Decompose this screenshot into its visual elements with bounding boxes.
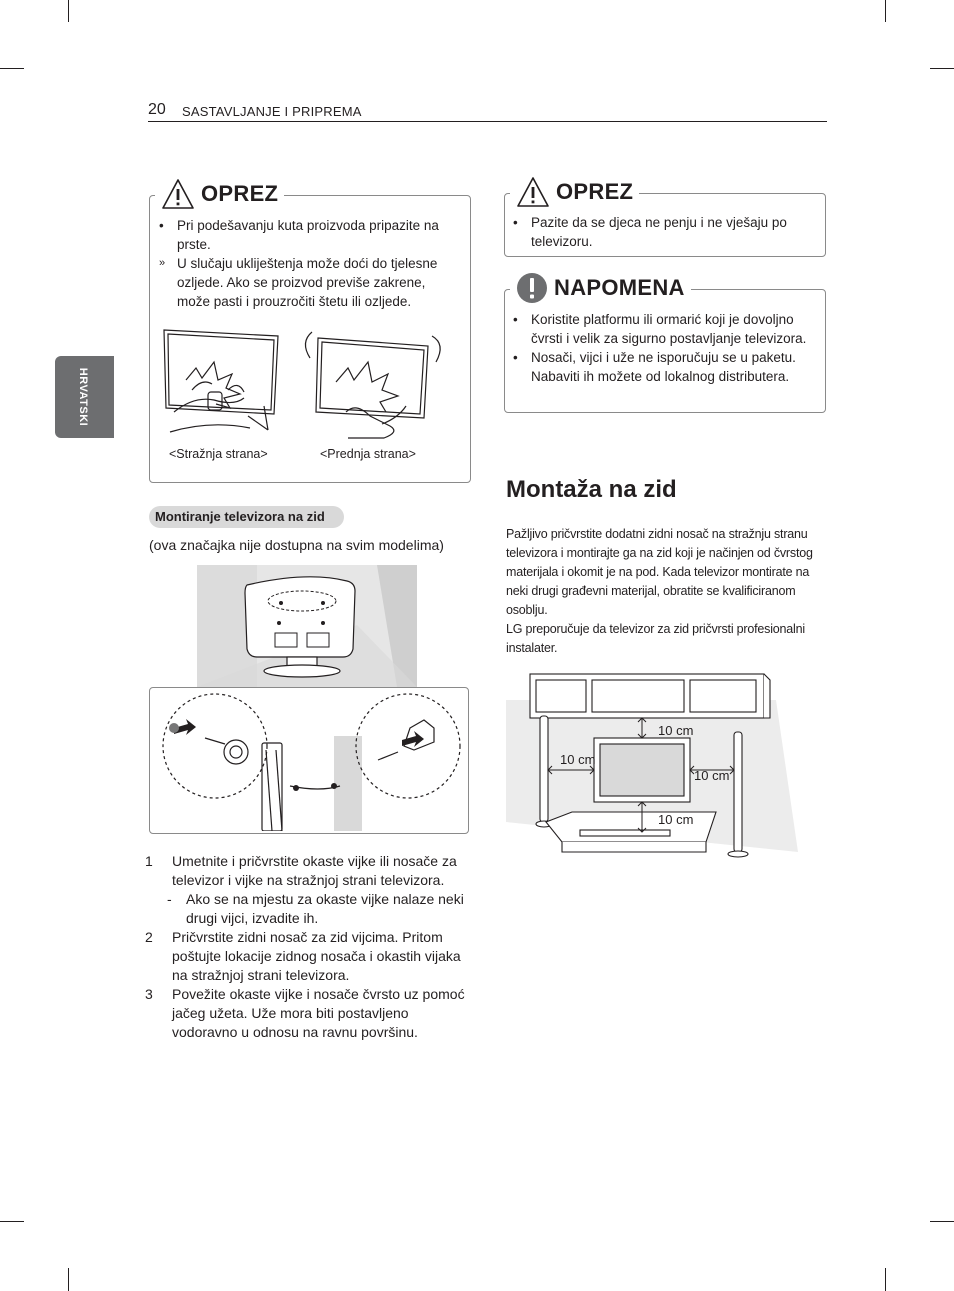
crop-mark: [885, 0, 886, 22]
list-item: [509, 310, 814, 348]
list-item-text: Koristite platformu ili ormarić koji je dovoljno čvrsti i velik za sigurno postavljanje televizora.: [531, 312, 807, 346]
list-item: [155, 254, 460, 311]
note-heading: [510, 268, 691, 308]
availability-note: (ova značajka nije dostupna na svim modelima): [149, 537, 444, 553]
bracket-illustration: [150, 688, 466, 831]
list-item-text: U slučaju ukliještenja može doći do tjelesne ozljede. Ako se proizvod previše zakrene, može pasti i prouzročiti štetu ili ozljede.: [177, 256, 438, 309]
exclamation-circle-icon: [516, 272, 548, 304]
list-item-text: Pazite da se djeca ne penju i ne vješaju po televizoru.: [531, 215, 787, 249]
crop-mark: [0, 1221, 24, 1222]
step-text: Ako se na mjestu za okaste vijke nalaze neki drugi vijci, izvadite ih.: [186, 891, 464, 926]
section-heading: Montaža na zid: [506, 476, 677, 503]
warning-icon: [516, 176, 550, 208]
clearance-left-label: 10 cm: [560, 752, 596, 767]
step-item: [145, 928, 475, 985]
step-number: 2: [145, 929, 153, 945]
step-item: [145, 985, 475, 1042]
page-number: 20: [148, 101, 166, 118]
caption-front: <Prednja strana>: [320, 447, 416, 461]
language-tab-label: HRVATSKI: [77, 367, 89, 427]
caution-title: OPREZ: [201, 181, 279, 206]
crop-mark: [930, 1221, 954, 1222]
crop-mark: [0, 68, 24, 69]
clearance-right-label: 10 cm: [694, 768, 730, 783]
step-item: [145, 852, 475, 890]
caution-list-right: [509, 213, 814, 251]
body-text: [506, 525, 828, 658]
step-number: 1: [145, 853, 153, 869]
list-item-text: Nosači, vijci i uže ne isporučuju se u paketu. Nabaviti ih možete od lokalnog distributera.: [531, 350, 796, 384]
step-dash: -: [167, 891, 172, 907]
caution-heading-left: [155, 174, 284, 214]
crop-mark: [930, 68, 954, 69]
caution-title: OPREZ: [556, 179, 634, 204]
wall-clearance-illustration: [506, 672, 802, 872]
clearance-bottom-label: 10 cm: [658, 812, 694, 827]
step-text: Umetnite i pričvrstite okaste vijke ili nosače za televizor i vijke na stražnjoj strani televizora.: [172, 853, 457, 888]
step-text: Pričvrstite zidni nosač za zid vijcima. Pritom poštujte lokacije zidnog nosača i okastih vijaka na stražnjoj strani televizora.: [172, 929, 461, 983]
divider: [309, 195, 311, 196]
step-subitem: [145, 890, 475, 928]
note-title: NAPOMENA: [554, 275, 685, 300]
caption-back: <Stražnja strana>: [169, 447, 268, 461]
bullet: •: [513, 350, 518, 365]
list-item: [509, 348, 814, 386]
tv-back-illustration: [197, 565, 417, 687]
bullet: •: [513, 215, 518, 230]
list-item-text: Pri podešavanju kuta proizvoda pripazite na prste.: [177, 218, 439, 252]
step-number: 3: [145, 986, 153, 1002]
list-item: [509, 213, 814, 251]
bullet: »: [159, 257, 166, 269]
caution-list-left: [155, 216, 460, 311]
note-list: [509, 310, 814, 386]
crop-mark: [68, 1268, 69, 1291]
tv-angle-illustration: [156, 320, 456, 440]
warning-icon: [161, 178, 195, 210]
paragraph: Pažljivo pričvrstite dodatni zidni nosač na stražnju stranu televizora i montirajte ga na zid koji je načinjen od čvrstog materijala i okomit je na pod. Kada televizor montirate na neki drugi građevni materijal, obratite se kvalificiranom osoblju.: [506, 527, 813, 617]
list-item: [155, 216, 460, 254]
bullet: •: [159, 218, 164, 233]
crop-mark: [68, 0, 69, 22]
caution-heading-right: [510, 172, 639, 212]
bullet: •: [513, 312, 518, 327]
header-rule: [148, 121, 827, 122]
section-title: SASTAVLJANJE I PRIPREMA: [182, 104, 362, 119]
crop-mark: [885, 1268, 886, 1291]
steps-list: [145, 852, 475, 1042]
section-pill: Montiranje televizora na zid: [149, 506, 344, 528]
clearance-top-label: 10 cm: [658, 723, 694, 738]
paragraph: LG preporučuje da televizor za zid pričvrsti profesionalni instalater.: [506, 622, 805, 655]
step-text: Povežite okaste vijke i nosače čvrsto uz pomoć jačeg užeta. Uže mora biti postavljeno vodoravno u odnosu na ravnu površinu.: [172, 986, 465, 1040]
language-tab: [55, 356, 114, 438]
